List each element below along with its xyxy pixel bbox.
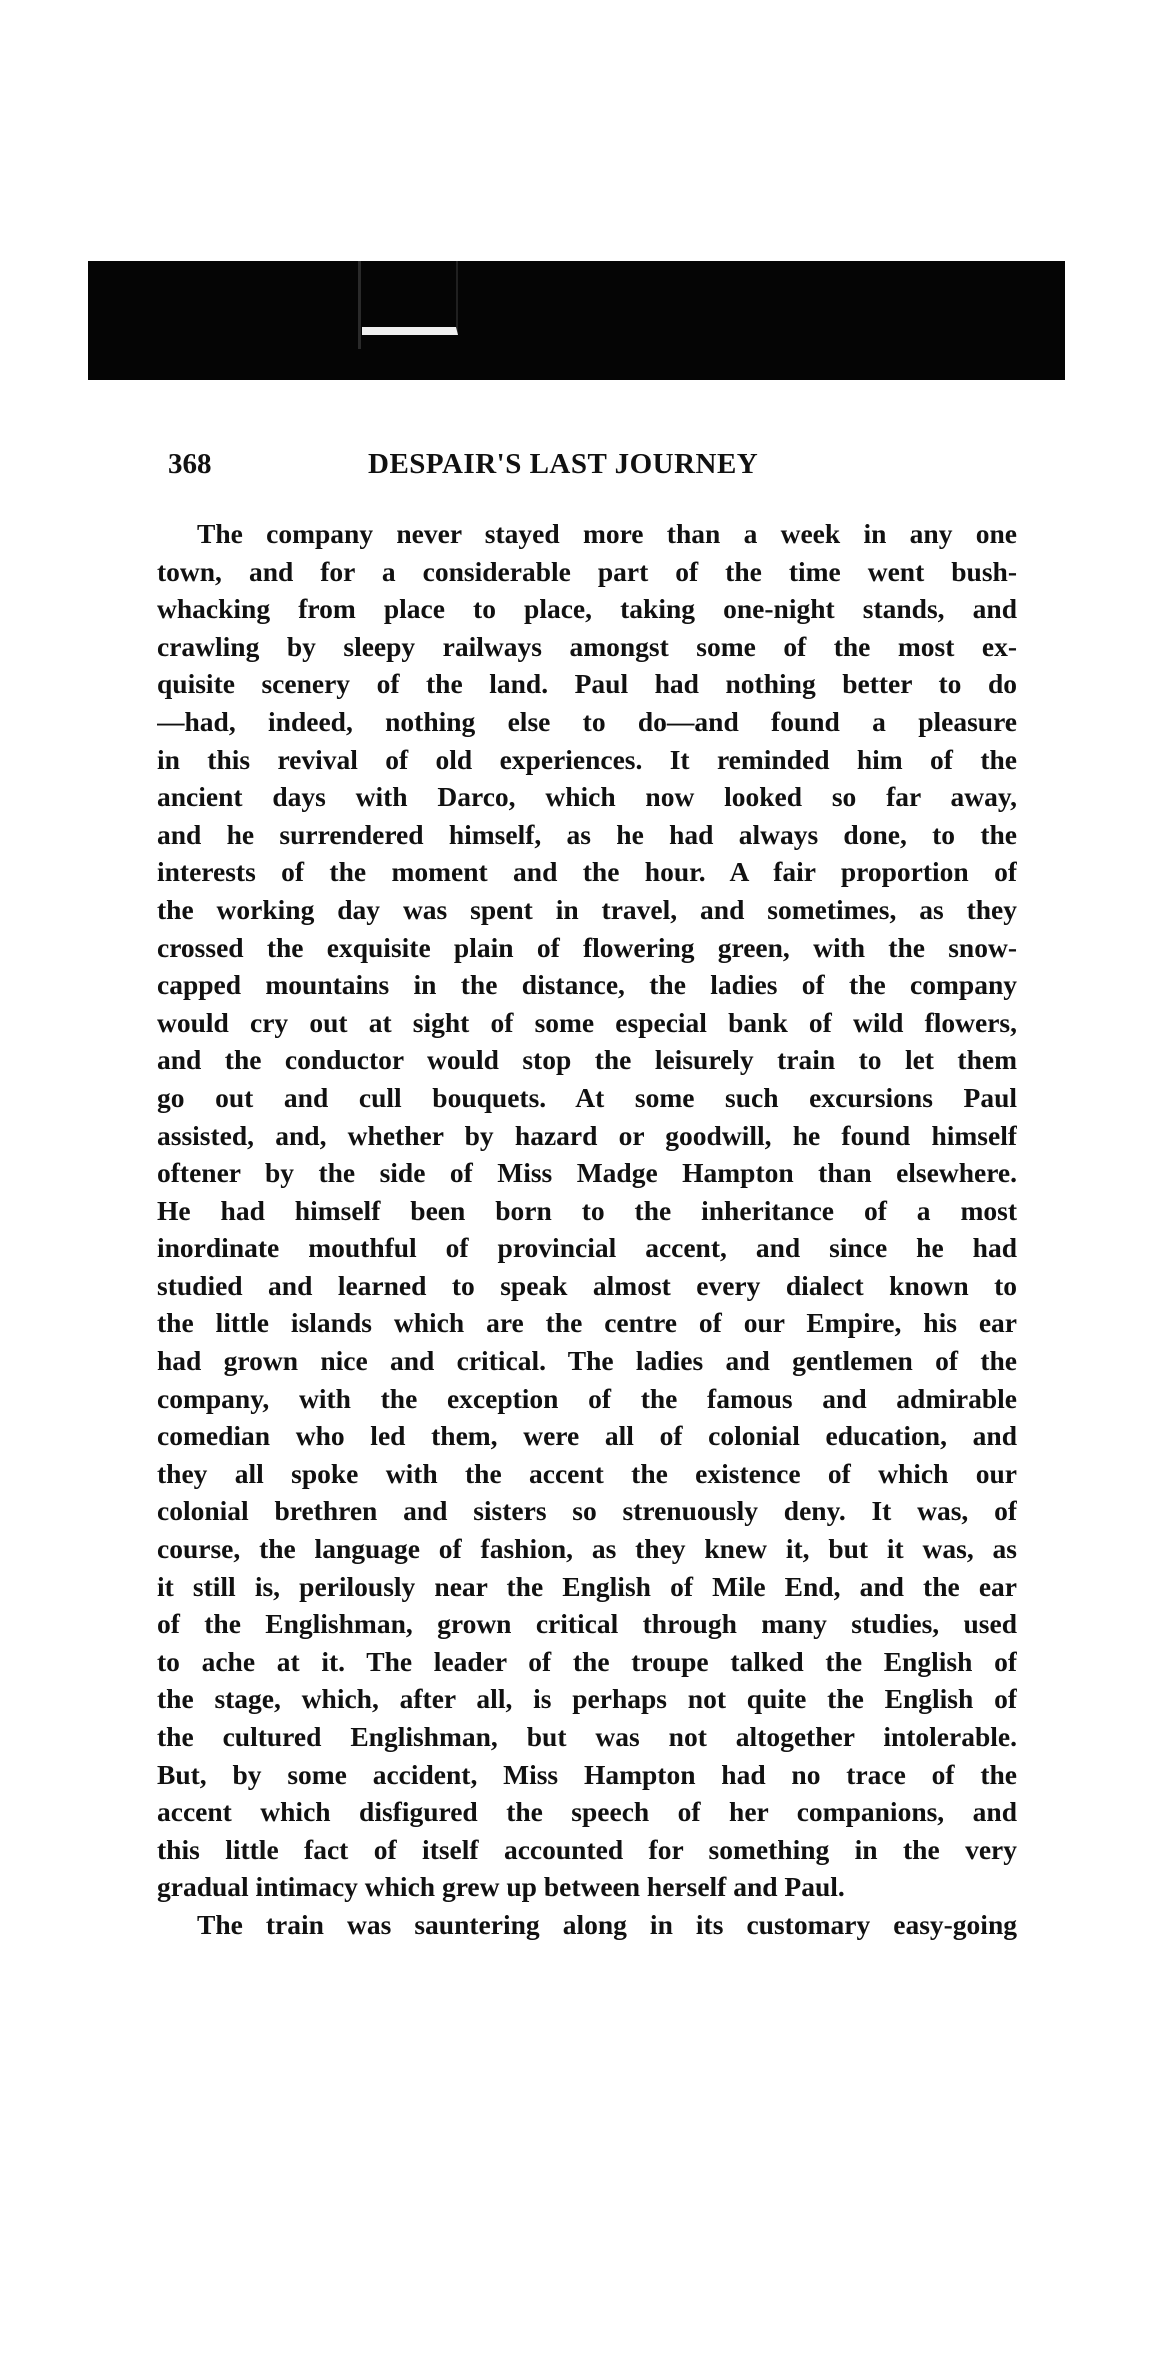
text-line: crawling by sleepy railways amongst some of the most ex- — [157, 630, 1017, 662]
text-line: comedian who led them, were all of colonial education, and — [157, 1420, 1017, 1452]
text-line: go out and cull bouquets. At some such excursions Paul — [157, 1081, 1017, 1113]
text-line: crossed the exquisite plain of flowering green, with the snow- — [157, 931, 1017, 963]
redaction-bar — [88, 261, 1065, 380]
text-line: interests of the moment and the hour. A fair proportion of — [157, 856, 1017, 888]
text-line: But, by some accident, Miss Hampton had no trace of the — [157, 1758, 1017, 1790]
text-line: course, the language of fashion, as they knew it, but it was, as — [157, 1533, 1017, 1565]
text-line: The company never stayed more than a week in any one — [197, 518, 1017, 549]
text-line: the little islands which are the centre of our Empire, his ear — [157, 1307, 1017, 1339]
text-line: they all spoke with the accent the existence of which our — [157, 1457, 1017, 1489]
text-line: whacking from place to place, taking one-night stands, and — [157, 593, 1017, 625]
page-number: 368 — [168, 448, 212, 480]
text-line: assisted, and, whether by hazard or goodwill, he found himself — [157, 1119, 1017, 1151]
text-line: of the Englishman, grown critical through many studies, used — [157, 1608, 1017, 1640]
text-line: it still is, perilously near the English of Mile End, and the ear — [157, 1570, 1017, 1602]
text-line: studied and learned to speak almost every dialect known to — [157, 1269, 1017, 1301]
running-title: DESPAIR'S LAST JOURNEY — [368, 448, 759, 480]
text-line: the stage, which, after all, is perhaps not quite the English of — [157, 1683, 1017, 1715]
text-line: ancient days with Darco, which now looked so far away, — [157, 781, 1017, 813]
text-line: and the conductor would stop the leisurely train to let them — [157, 1044, 1017, 1076]
text-line: capped mountains in the distance, the ladies of the company — [157, 969, 1017, 1001]
text-line: this little fact of itself accounted for something in the very — [157, 1833, 1017, 1865]
body-text — [157, 515, 1017, 1944]
text-line: accent which disfigured the speech of her companions, and — [157, 1796, 1017, 1828]
text-line: He had himself been born to the inheritance of a most — [157, 1194, 1017, 1226]
text-line: to ache at it. The leader of the troupe talked the English of — [157, 1645, 1017, 1677]
text-line: the cultured Englishman, but was not altogether intolerable. — [157, 1721, 1017, 1752]
redaction-notch — [358, 261, 361, 349]
text-line: had grown nice and critical. The ladies and gentlemen of the — [157, 1345, 1017, 1377]
text-line: quisite scenery of the land. Paul had nothing better to do — [157, 668, 1017, 700]
text-line: colonial brethren and sisters so strenuously deny. It was, of — [157, 1495, 1017, 1527]
text-line: company, with the exception of the famous and admirable — [157, 1382, 1017, 1414]
text-line: town, and for a considerable part of the time went bush- — [157, 555, 1017, 587]
redaction-box — [362, 261, 458, 335]
text-line: —had, indeed, nothing else to do—and found a pleasure — [157, 705, 1017, 737]
text-line: would cry out at sight of some especial bank of wild flowers, — [157, 1006, 1017, 1038]
text-line: in this revival of old experiences. It reminded him of the — [157, 743, 1017, 775]
text-line: gradual intimacy which grew up between herself and Paul. — [157, 1871, 845, 1903]
text-line: and he surrendered himself, as he had always done, to the — [157, 818, 1017, 850]
running-head — [168, 448, 1008, 492]
text-line: the working day was spent in travel, and sometimes, as they — [157, 893, 1017, 925]
text-line: The train was sauntering along in its customary easy-going — [197, 1908, 1017, 1940]
text-line: inordinate mouthful of provincial accent, and since he had — [157, 1232, 1017, 1264]
text-line: oftener by the side of Miss Madge Hampton than elsewhere. — [157, 1157, 1017, 1189]
